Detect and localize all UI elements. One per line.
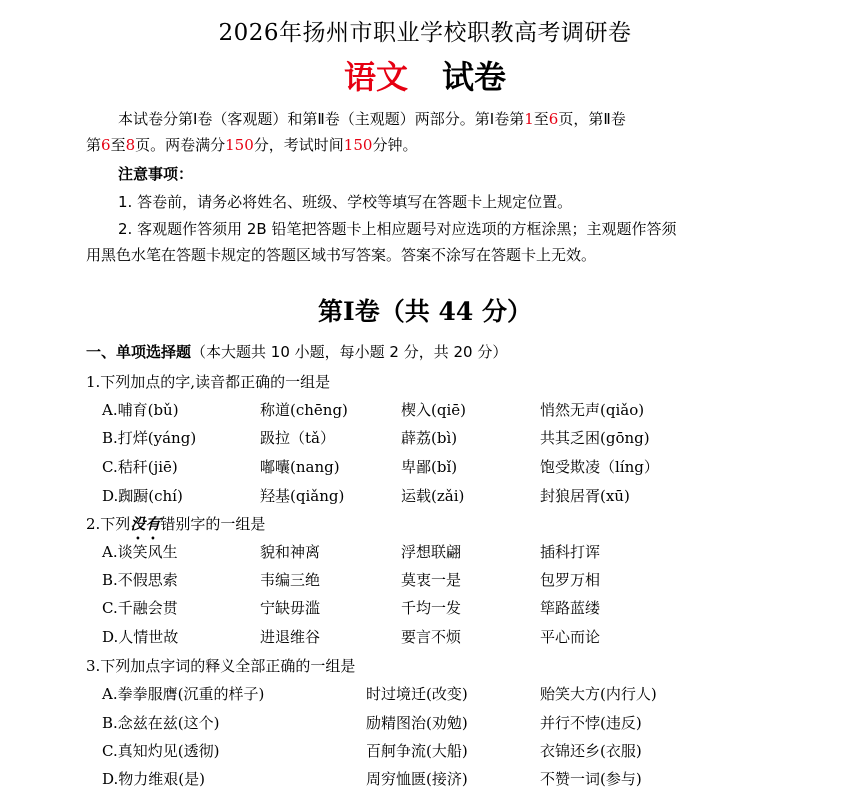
q1-c4: 饱受欺凌（líng） (540, 458, 659, 476)
subject-title (0, 52, 850, 98)
q1-a3: 楔入(qiē) (401, 401, 466, 419)
q1-a1: A.哺育(bǔ) (102, 401, 179, 419)
q1-b3: 薜荔(bì) (401, 429, 458, 447)
q2-b3: 莫衷一是 (401, 571, 462, 589)
q2-option-row-a (0, 541, 850, 565)
q1-c2: 嘟囔(nang) (260, 458, 340, 476)
q3-c1: C.真知灼见(透彻) (102, 742, 220, 760)
q1-b1: B.打烊(yáng) (102, 429, 197, 447)
q2-b1: B.不假思索 (102, 571, 178, 589)
q3-a2: 时过境迁(改变) (366, 685, 468, 703)
q2-option-row-c (0, 597, 850, 621)
q2-b2: 韦编三绝 (260, 571, 321, 589)
notice-2a: 2. 客观题作答须用 2B 铅笔把答题卡上相应题号对应选项的方框涂黑；主观题作答须 (118, 220, 677, 238)
part-one-title: 第Ⅰ卷（共 44 分） (318, 297, 532, 326)
q1-a2: 称道(chēng) (260, 401, 348, 419)
q3-b3: 并行不悖(违反) (540, 714, 642, 732)
question-3-stem: 3.下列加点字词的释义全部正确的一组是 (86, 657, 356, 675)
q2-a4: 插科打诨 (540, 543, 601, 561)
intro-line-2: 第6至8页。两卷满分150分，考试时间150分钟。 (86, 136, 418, 154)
q1-option-row-d (0, 485, 850, 509)
q3-c2: 百舸争流(大船) (366, 742, 468, 760)
q1-b2: 趿拉（tǎ） (260, 429, 335, 447)
q3-d3: 不赞一词(参与) (540, 770, 642, 788)
q3-option-row-c (0, 740, 850, 764)
q1-d2: 羟基(qiǎng) (260, 487, 345, 505)
paper-label: 试卷 (442, 58, 507, 96)
intro-line-1: 本试卷分第Ⅰ卷（客观题）和第Ⅱ卷（主观题）两部分。第Ⅰ卷第1至6页，第Ⅱ卷 (118, 110, 626, 128)
q1-d3: 运载(zǎi) (401, 487, 465, 505)
q1-c1: C.秸秆(jiē) (102, 458, 178, 476)
q3-d2: 周穷恤匮(接济) (366, 770, 468, 788)
q1-option-row-a (0, 399, 850, 423)
q2-a1: A.谈笑风生 (102, 543, 178, 561)
q2-c2: 宁缺毋滥 (260, 599, 321, 617)
section-heading: 一、单项选择题（本大题共 10 小题，每小题 2 分，共 20 分） (86, 343, 508, 361)
q1-option-row-b (0, 427, 850, 451)
q2-emphasis: 没有 (130, 515, 161, 533)
q3-b2: 励精图治(劝勉) (366, 714, 468, 732)
q3-option-row-d (0, 768, 850, 792)
q3-b1: B.念兹在兹(这个) (102, 714, 220, 732)
q1-d1: D.踟蹰(chí) (102, 487, 183, 505)
q2-c1: C.千融会贯 (102, 599, 178, 617)
notice-2b: 用黑色水笔在答题卡规定的答题区域书写答案。答案不涂写在答题卡上无效。 (86, 246, 597, 264)
q2-c4: 筚路蓝缕 (540, 599, 601, 617)
q2-d4: 平心而论 (540, 628, 601, 646)
q3-a3: 贻笑大方(内行人) (540, 685, 657, 703)
question-1-stem: 1.下列加点的字,读音都正确的一组是 (86, 373, 331, 391)
intro-paragraph (86, 106, 770, 158)
subject-name: 语文 (343, 58, 408, 96)
q3-c3: 衣锦还乡(衣服) (540, 742, 642, 760)
q2-c3: 千均一发 (401, 599, 462, 617)
q2-d2: 进退维谷 (260, 628, 321, 646)
q1-option-row-c (0, 456, 850, 480)
q3-d1: D.物力维艰(是) (102, 770, 205, 788)
q3-a1: A.拳拳服膺(沉重的样子) (102, 685, 265, 703)
q1-a4: 悄然无声(qiǎo) (540, 401, 645, 419)
question-2-stem: 2.下列没有错别字的一组是 (86, 515, 266, 533)
exam-title: 2026年扬州市职业学校职教高考调研卷 (218, 20, 632, 46)
q2-option-row-d (0, 626, 850, 650)
notices (86, 189, 770, 268)
q3-option-row-a (0, 683, 850, 707)
notice-1: 1. 答卷前，请务必将姓名、班级、学校等填写在答题卡上规定位置。 (118, 193, 573, 211)
q2-a2: 貌和神离 (260, 543, 321, 561)
q1-b4: 共其乏困(gōng) (540, 429, 650, 447)
q1-c3: 卑鄙(bǐ) (401, 458, 458, 476)
q3-option-row-b (0, 712, 850, 736)
q2-a3: 浮想联翩 (401, 543, 462, 561)
q2-d1: D.人情世故 (102, 628, 179, 646)
q1-d4: 封狼居胥(xū) (540, 487, 630, 505)
q2-b4: 包罗万相 (540, 571, 601, 589)
q2-d3: 要言不烦 (401, 628, 462, 646)
notice-title: 注意事项： (118, 165, 194, 183)
q2-option-row-b (0, 569, 850, 593)
